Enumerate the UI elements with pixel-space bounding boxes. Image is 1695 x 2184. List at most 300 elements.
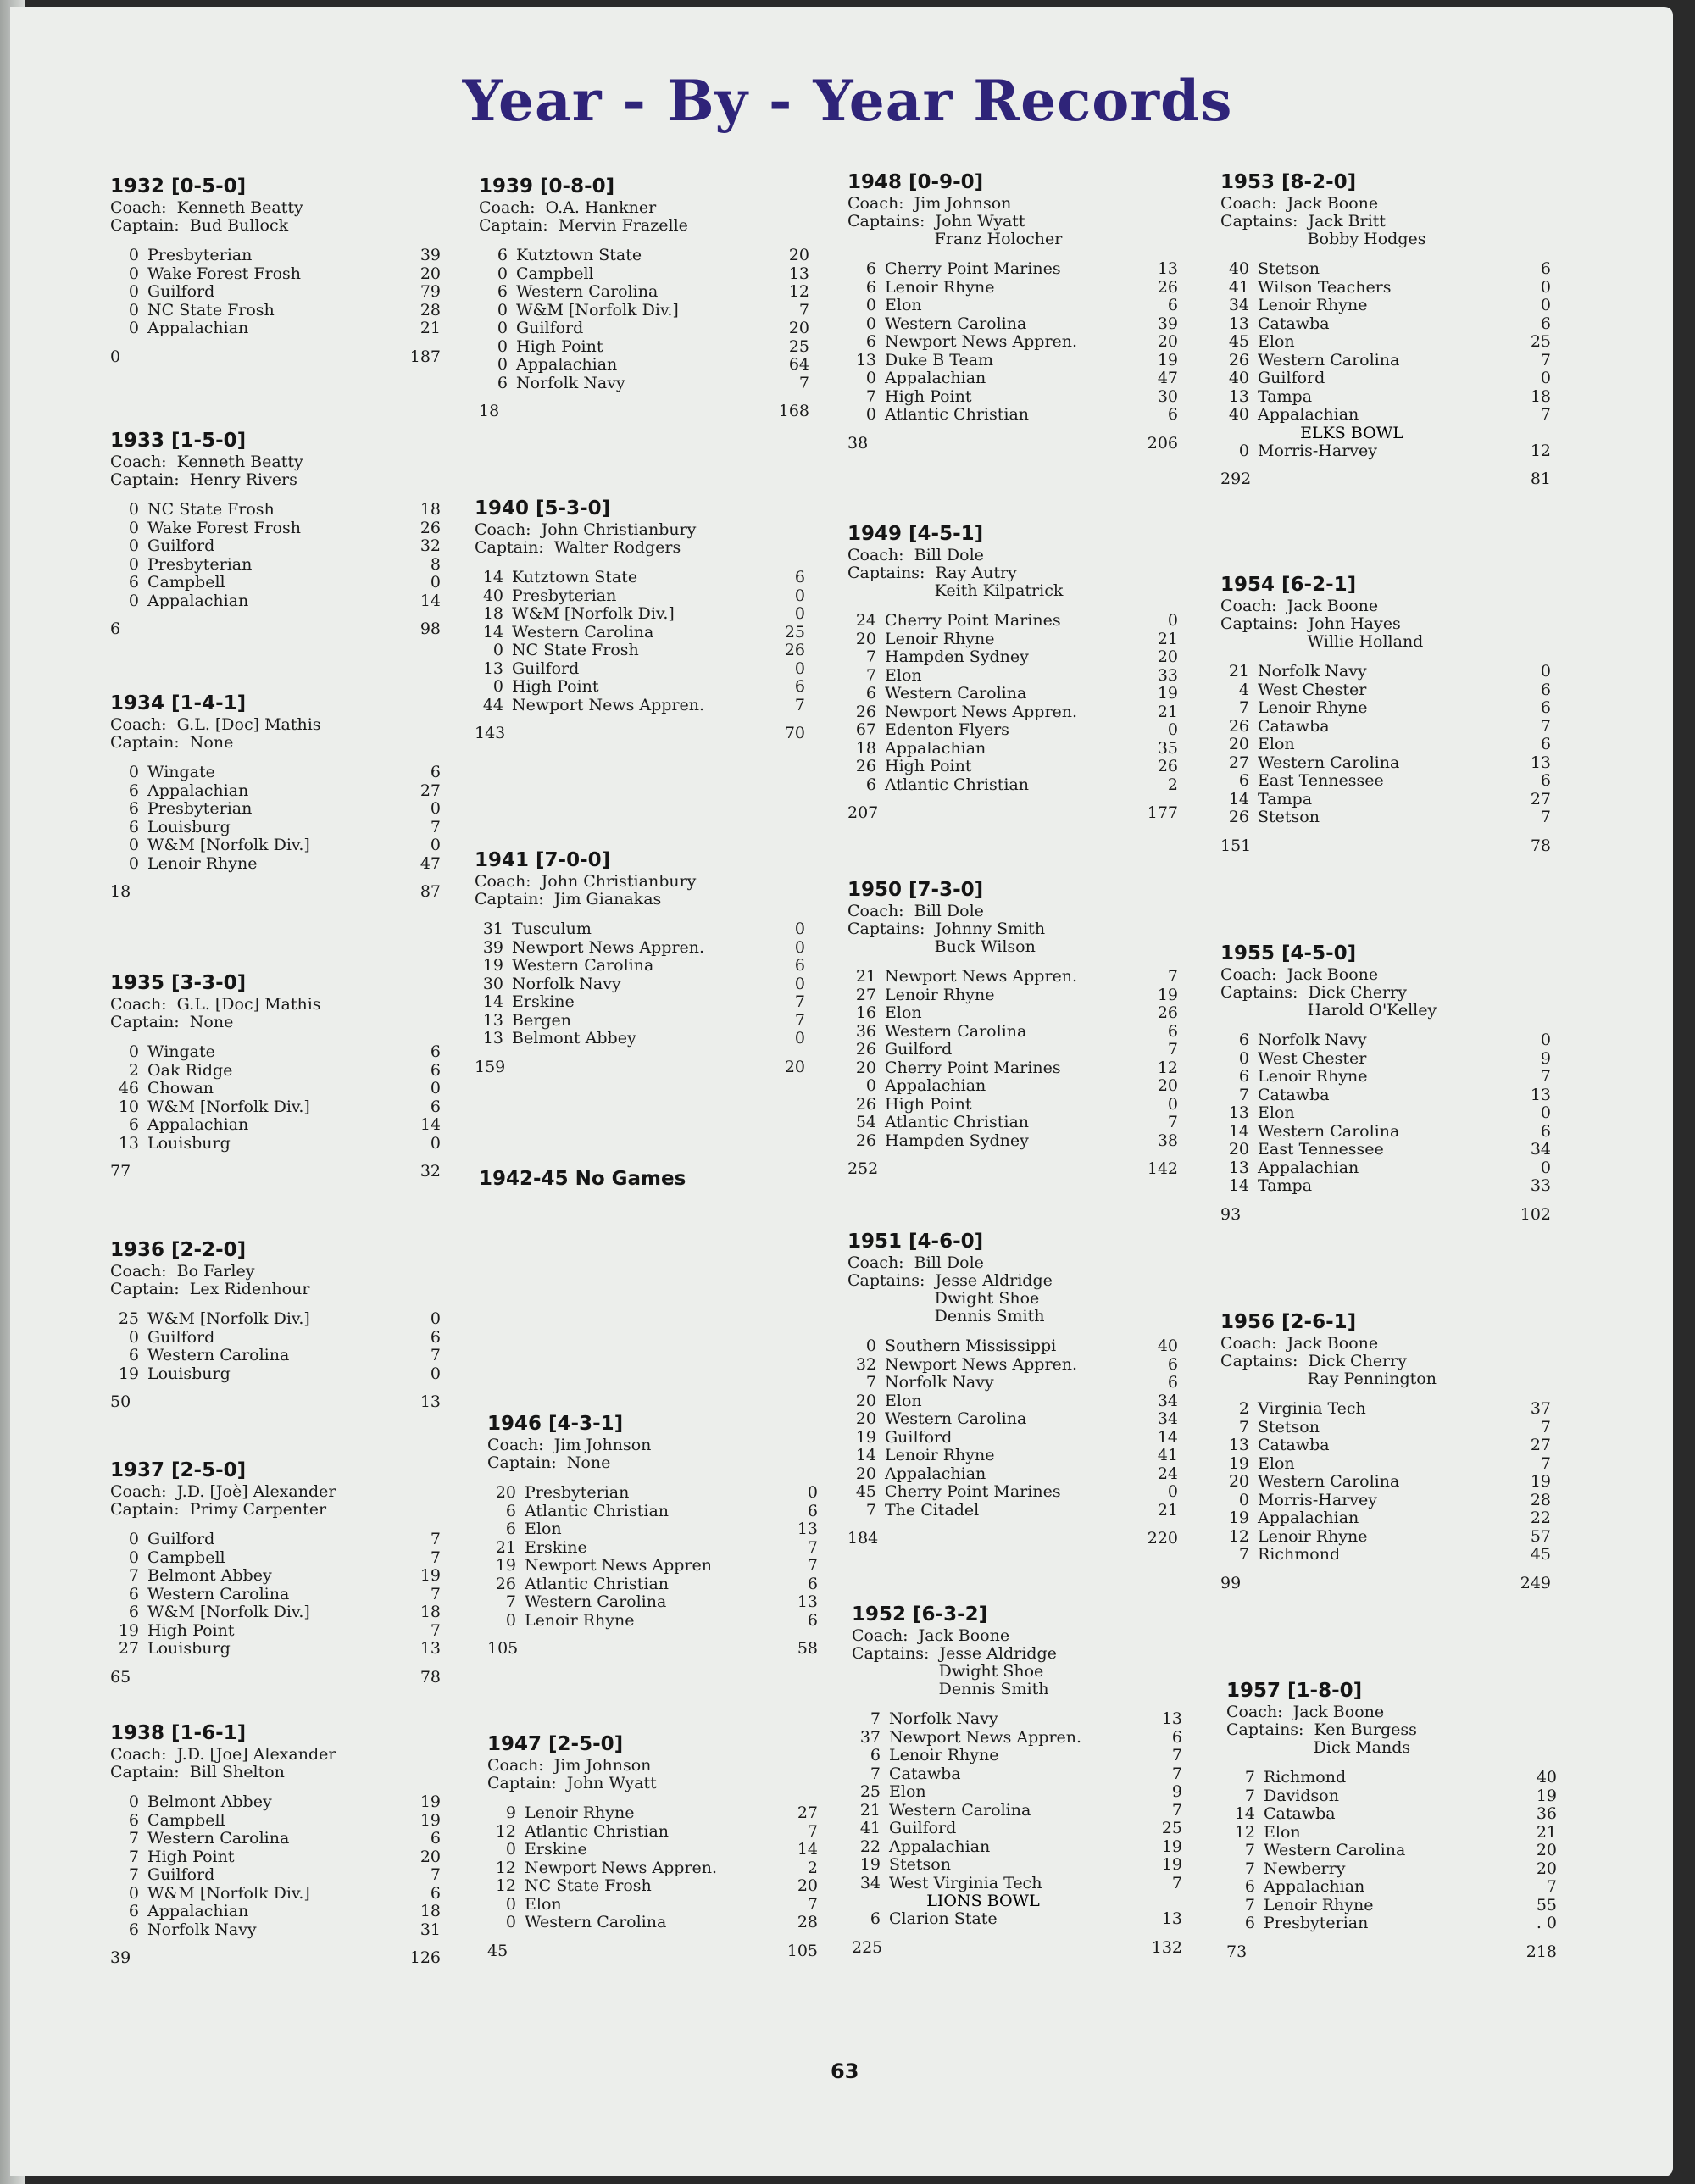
opponent-name: Wilson Teachers <box>1258 277 1392 297</box>
game-row <box>475 660 805 679</box>
opponent-name: W&M [Norfolk Div.] <box>147 1309 310 1328</box>
score-for: 12 <box>1228 1526 1249 1546</box>
game-row <box>110 1347 441 1365</box>
score-against: 7 <box>430 1530 441 1548</box>
opponent-name: Lenoir Rhyne <box>1258 1526 1368 1546</box>
game-row <box>110 1135 441 1153</box>
score-against: 6 <box>794 956 805 975</box>
game-list <box>1226 1769 1557 1933</box>
game-list <box>848 968 1178 1150</box>
score-for: 41 <box>859 1819 881 1837</box>
score-for: 6 <box>505 1520 516 1538</box>
game-row <box>110 265 441 284</box>
score-for: 13 <box>855 350 876 370</box>
opponent-name: Stetson <box>1258 259 1320 278</box>
game-row <box>110 1043 441 1062</box>
opponent-name: Catawba <box>1258 314 1330 333</box>
game-row <box>110 1062 441 1081</box>
game-row <box>852 1838 1182 1857</box>
captain-line: Captains: Dick Cherry Harold O'Kelley <box>1220 983 1437 1020</box>
score-against: 6 <box>807 1574 818 1593</box>
score-for: 13 <box>482 1029 503 1048</box>
score-against: 26 <box>784 641 805 659</box>
score-against: 7 <box>807 1556 818 1575</box>
game-row <box>848 1132 1178 1151</box>
score-against: 0 <box>1167 611 1178 630</box>
score-against: 2 <box>807 1858 818 1877</box>
season-block <box>479 174 809 421</box>
score-against: 14 <box>420 1115 441 1134</box>
score-for: 0 <box>497 300 508 320</box>
score-for: 19 <box>1228 1509 1249 1527</box>
season-block <box>110 1720 441 1968</box>
season-heading: 1956 [2-6-1] <box>1220 1311 1357 1333</box>
score-for: 10 <box>118 1097 139 1116</box>
opponent-name: Western Carolina <box>147 1829 290 1848</box>
opponent-name: Western Carolina <box>525 1592 667 1611</box>
score-for: 0 <box>497 355 508 374</box>
score-against: 0 <box>430 1364 441 1383</box>
score-against: 0 <box>1540 1158 1551 1177</box>
opponent-name: Hampden Sydney <box>885 1131 1029 1150</box>
total-points-for: 0 <box>110 347 121 366</box>
score-against: 0 <box>430 1133 441 1153</box>
game-row <box>848 1337 1178 1356</box>
score-for: 6 <box>1244 1914 1255 1932</box>
game-row <box>110 537 441 556</box>
score-against: 19 <box>1157 350 1178 370</box>
captain-line: Captain: Jim Gianakas <box>475 890 662 909</box>
total-points-for: 39 <box>110 1948 131 1967</box>
score-against: 20 <box>1157 1076 1178 1095</box>
game-list <box>848 260 1178 425</box>
total-points-against: 20 <box>784 1057 805 1076</box>
season-heading: 1936 [2-2-0] <box>110 1239 247 1261</box>
score-against: 36 <box>1536 1804 1557 1823</box>
opponent-name: Kutztown State <box>512 568 638 586</box>
score-for: 45 <box>1228 332 1249 351</box>
score-against: 9 <box>1540 1048 1551 1068</box>
opponent-name: Appalachian <box>885 1464 986 1483</box>
score-against: 6 <box>807 1501 818 1520</box>
captain-line: Captain: Walter Rodgers <box>475 538 681 557</box>
opponent-name: Davidson <box>1264 1786 1339 1805</box>
score-for: 20 <box>855 629 876 648</box>
opponent-name: Lenoir Rhyne <box>525 1610 635 1630</box>
game-row <box>848 1374 1178 1392</box>
opponent-name: High Point <box>516 336 603 356</box>
score-against: 18 <box>1530 386 1551 406</box>
score-for: 20 <box>1228 1472 1249 1491</box>
opponent-name: High Point <box>147 1620 235 1640</box>
game-row <box>852 1729 1182 1748</box>
score-against: 41 <box>1157 1446 1178 1464</box>
total-points-against: 206 <box>1147 433 1178 453</box>
opponent-name: Guilford <box>147 536 215 555</box>
score-for: 12 <box>495 1858 516 1877</box>
game-row <box>848 986 1178 1005</box>
season-heading: 1949 [4-5-1] <box>848 523 984 545</box>
score-against: 8 <box>430 554 441 574</box>
opponent-name: Tampa <box>1258 789 1313 809</box>
score-against: 19 <box>1161 1855 1182 1874</box>
opponent-name: Guilford <box>885 1427 953 1447</box>
total-points-against: 78 <box>1530 836 1551 855</box>
score-for: 0 <box>1238 1048 1249 1068</box>
season-block <box>1220 1309 1551 1593</box>
game-row <box>848 758 1178 776</box>
game-list <box>852 1710 1182 1929</box>
score-for: 7 <box>865 386 876 406</box>
score-for: 7 <box>1244 1768 1255 1787</box>
score-against: 7 <box>1540 716 1551 736</box>
score-for: 16 <box>855 1003 876 1022</box>
game-row <box>110 1793 441 1812</box>
game-row <box>848 388 1178 407</box>
game-row <box>487 1484 818 1503</box>
opponent-name: East Tennessee <box>1258 771 1384 790</box>
opponent-name: Western Carolina <box>1258 350 1400 370</box>
score-against: 27 <box>1530 789 1551 809</box>
score-against: 14 <box>420 591 441 610</box>
opponent-name: Kutztown State <box>516 246 642 264</box>
game-row <box>1220 1031 1551 1050</box>
opponent-name: Edenton Flyers <box>885 720 1009 739</box>
season-totals <box>110 881 441 902</box>
game-row <box>487 1593 818 1612</box>
score-against: 24 <box>1157 1464 1178 1483</box>
score-against: 39 <box>1157 314 1178 333</box>
score-for: 6 <box>128 1115 139 1134</box>
coach-line: Coach: John Christianbury <box>475 520 697 539</box>
game-row <box>487 1859 818 1878</box>
score-for: 6 <box>865 684 876 703</box>
coach-line: Coach: O.A. Hankner <box>479 198 657 217</box>
opponent-name: Appalachian <box>1258 1158 1359 1177</box>
season-totals <box>852 1937 1182 1958</box>
score-against: 13 <box>1161 1709 1182 1728</box>
score-against: 0 <box>807 1483 818 1502</box>
score-against: 19 <box>1157 684 1178 703</box>
score-against: 7 <box>430 1584 441 1603</box>
opponent-name: Western Carolina <box>885 1021 1027 1041</box>
score-against: 7 <box>430 1346 441 1364</box>
opponent-name: Catawba <box>1258 1085 1330 1104</box>
score-against: 32 <box>420 536 441 555</box>
opponent-name: Hampden Sydney <box>885 647 1029 666</box>
score-for: 7 <box>128 1847 139 1866</box>
game-row <box>848 1465 1178 1484</box>
game-row <box>110 1830 441 1848</box>
season-totals <box>1226 1942 1557 1962</box>
opponent-name: Lenoir Rhyne <box>885 985 995 1004</box>
captain-line: Captain: Lex Ridenhour <box>110 1280 310 1298</box>
score-against: 6 <box>1540 680 1551 699</box>
score-against: 19 <box>1530 1472 1551 1491</box>
score-for: 14 <box>855 1446 876 1464</box>
game-row <box>1220 1509 1551 1528</box>
opponent-name: Appalachian <box>1258 1509 1359 1527</box>
season-block <box>1220 572 1551 856</box>
opponent-name: Western Carolina <box>1258 753 1400 772</box>
score-against: 30 <box>1157 386 1178 406</box>
game-row <box>110 1885 441 1903</box>
game-row <box>848 370 1178 388</box>
opponent-name: The Citadel <box>885 1500 980 1520</box>
opponent-name: Western Carolina <box>512 956 654 975</box>
game-list <box>110 1793 441 1939</box>
game-row <box>852 1783 1182 1802</box>
score-for: 0 <box>128 246 139 264</box>
total-points-for: 184 <box>848 1529 879 1548</box>
captain-line: Captain: Mervin Frazelle <box>479 216 688 235</box>
season-totals <box>110 1392 441 1412</box>
score-for: 13 <box>118 1133 139 1153</box>
captain-line: Captains: Ken Burgess Dick Mands <box>1226 1720 1417 1757</box>
game-row <box>110 1921 441 1940</box>
opponent-name: W&M [Norfolk Div.] <box>147 1097 310 1116</box>
game-row <box>110 764 441 782</box>
opponent-name: NC State Frosh <box>147 500 275 519</box>
season-heading: 1953 [8-2-0] <box>1220 171 1357 193</box>
game-row <box>848 631 1178 649</box>
opponent-name: Lenoir Rhyne <box>885 629 995 648</box>
season-heading: 1932 [0-5-0] <box>110 175 247 197</box>
game-row <box>110 1531 441 1549</box>
opponent-name: Lenoir Rhyne <box>1264 1895 1374 1914</box>
opponent-name: Appalachian <box>885 369 986 387</box>
score-for: 24 <box>855 611 876 630</box>
score-against: 6 <box>430 763 441 781</box>
captain-line: Captain: None <box>487 1453 611 1472</box>
score-against: 7 <box>1540 405 1551 424</box>
score-for: 34 <box>1228 296 1249 314</box>
opponent-name: Elon <box>1264 1822 1301 1842</box>
total-points-against: 58 <box>797 1639 818 1658</box>
score-for: 0 <box>497 264 508 283</box>
page-number: 63 <box>831 2059 859 2083</box>
game-row <box>1220 754 1551 773</box>
total-points-for: 45 <box>487 1941 508 1960</box>
game-row <box>487 1612 818 1631</box>
game-row <box>475 939 805 958</box>
score-for: 6 <box>870 1909 881 1928</box>
game-row <box>110 501 441 520</box>
score-for: 39 <box>482 937 503 957</box>
opponent-name: Norfolk Navy <box>1258 662 1367 681</box>
score-for: 0 <box>497 319 508 337</box>
captain-line: Captain: John Wyatt <box>487 1774 657 1792</box>
score-for: 0 <box>128 853 139 873</box>
score-for: 7 <box>1244 1859 1255 1878</box>
score-against: 22 <box>1530 1509 1551 1527</box>
score-against: 20 <box>420 264 441 283</box>
season-totals <box>487 1638 818 1659</box>
game-row <box>848 1429 1178 1448</box>
game-row <box>487 1914 818 1932</box>
total-points-against: 102 <box>1520 1204 1551 1224</box>
game-row <box>475 697 805 715</box>
opponent-name: Wake Forest Frosh <box>147 518 302 537</box>
score-for: 54 <box>855 1113 876 1131</box>
score-for: 26 <box>1228 350 1249 370</box>
score-for: 21 <box>1228 662 1249 681</box>
score-for: 6 <box>128 781 139 800</box>
game-row <box>1220 406 1551 425</box>
score-against: 27 <box>1530 1436 1551 1454</box>
game-row <box>1220 1473 1551 1492</box>
score-against: 19 <box>1161 1837 1182 1856</box>
opponent-name: Virginia Tech <box>1258 1399 1366 1418</box>
opponent-name: Western Carolina <box>516 282 659 301</box>
score-against: 25 <box>784 622 805 642</box>
score-against: 40 <box>1157 1337 1178 1355</box>
opponent-name: Morris-Harvey <box>1258 1490 1377 1509</box>
score-for: 21 <box>859 1800 881 1820</box>
opponent-name: Newport News Appren. <box>889 1727 1082 1747</box>
score-for: 18 <box>482 604 503 623</box>
game-list <box>110 1310 441 1383</box>
score-against: 34 <box>1157 1391 1178 1410</box>
season-heading: 1933 [1-5-0] <box>110 430 247 452</box>
opponent-name: Newport News Appren. <box>512 695 705 714</box>
bowl-label: ELKS BOWL <box>1300 423 1403 442</box>
captain-line: Captain: Bud Bullock <box>110 216 289 235</box>
opponent-name: Wake Forest Frosh <box>147 264 302 283</box>
score-for: 32 <box>855 1354 876 1374</box>
score-against: 7 <box>1540 808 1551 826</box>
score-against: 0 <box>794 659 805 678</box>
score-for: 6 <box>865 277 876 297</box>
opponent-name: Guilford <box>147 1530 215 1548</box>
season-heading: 1937 [2-5-0] <box>110 1459 247 1481</box>
total-points-for: 207 <box>848 803 879 822</box>
opponent-name: Newport News Appren. <box>512 937 705 957</box>
score-against: 26 <box>1157 277 1178 297</box>
game-row <box>848 1483 1178 1502</box>
score-against: 47 <box>420 853 441 873</box>
game-list <box>475 569 805 714</box>
opponent-name: Atlantic Christian <box>885 775 1030 794</box>
game-row <box>1220 279 1551 297</box>
game-row <box>1220 663 1551 681</box>
opponent-name: Guilford <box>516 319 584 337</box>
game-row <box>110 1586 441 1604</box>
total-points-for: 77 <box>110 1162 131 1181</box>
score-for: 6 <box>497 246 508 264</box>
score-for: 19 <box>855 1427 876 1447</box>
total-points-against: 98 <box>420 620 441 638</box>
score-against: 7 <box>1171 1873 1182 1892</box>
game-row <box>479 356 809 375</box>
season-block <box>110 1237 441 1412</box>
game-row <box>1226 1897 1557 1915</box>
score-against: 25 <box>1530 332 1551 351</box>
opponent-name: Elon <box>525 1894 562 1914</box>
score-against: 64 <box>788 355 809 374</box>
score-for: 45 <box>855 1482 876 1501</box>
game-row <box>1220 699 1551 718</box>
game-row <box>1226 1787 1557 1806</box>
opponent-name: Elon <box>885 665 922 685</box>
opponent-name: Clarion State <box>889 1909 998 1928</box>
score-for: 20 <box>495 1483 516 1502</box>
opponent-name: Atlantic Christian <box>525 1501 670 1520</box>
season-block <box>110 428 441 639</box>
opponent-name: Atlantic Christian <box>525 1574 670 1593</box>
opponent-name: NC State Frosh <box>147 300 275 320</box>
opponent-name: Appalachian <box>516 355 618 374</box>
game-row <box>110 320 441 338</box>
opponent-name: Norfolk Navy <box>889 1709 998 1728</box>
opponent-name: Tusculum <box>512 920 592 938</box>
opponent-name: Guilford <box>885 1040 953 1059</box>
score-against: 19 <box>420 1792 441 1811</box>
bowl-label: LIONS BOWL <box>926 1892 1040 1910</box>
opponent-name: Elon <box>1258 1453 1295 1473</box>
game-row <box>848 1114 1178 1132</box>
game-row <box>475 678 805 697</box>
game-row <box>848 333 1178 352</box>
opponent-name: Lenoir Rhyne <box>525 1803 635 1822</box>
season-heading: 1957 [1-8-0] <box>1226 1680 1363 1702</box>
score-for: 9 <box>505 1803 516 1822</box>
score-against: 12 <box>1157 1058 1178 1077</box>
coach-line: Coach: J.D. [Joè] Alexander <box>110 1482 336 1501</box>
score-for: 26 <box>855 1040 876 1059</box>
score-for: 6 <box>1238 1067 1249 1086</box>
opponent-name: W&M [Norfolk Div.] <box>147 836 310 854</box>
opponent-name: High Point <box>147 1847 235 1866</box>
game-row <box>1220 315 1551 334</box>
season-block <box>848 877 1178 1179</box>
score-for: 0 <box>865 1337 876 1355</box>
opponent-name: West Virginia Tech <box>889 1873 1042 1892</box>
score-against: 28 <box>797 1913 818 1931</box>
season-heading: 1951 [4-6-0] <box>848 1231 984 1253</box>
opponent-name: Atlantic Christian <box>885 405 1030 424</box>
game-row <box>848 968 1178 986</box>
score-for: 0 <box>128 554 139 574</box>
score-against: 6 <box>1540 314 1551 333</box>
game-list <box>479 247 809 392</box>
opponent-name: High Point <box>512 677 599 696</box>
season-block <box>110 1458 441 1687</box>
game-list <box>110 764 441 873</box>
score-for: 20 <box>855 1409 876 1428</box>
opponent-name: Atlantic Christian <box>525 1821 670 1841</box>
score-for: 14 <box>1234 1804 1255 1823</box>
opponent-name: Belmont Abbey <box>147 1566 272 1585</box>
season-totals <box>487 1941 818 1961</box>
score-for: 26 <box>1228 808 1249 826</box>
season-totals <box>110 347 441 367</box>
game-row <box>848 740 1178 759</box>
score-against: 21 <box>420 319 441 337</box>
game-row <box>1220 1104 1551 1123</box>
score-against: . 0 <box>1536 1914 1557 1932</box>
game-row <box>110 1622 441 1641</box>
score-against: 6 <box>807 1610 818 1630</box>
season-block <box>848 521 1178 823</box>
season-block <box>110 174 441 367</box>
score-for: 40 <box>1228 405 1249 424</box>
score-for: 7 <box>1244 1841 1255 1859</box>
season-totals <box>110 1667 441 1687</box>
game-row <box>852 1856 1182 1875</box>
score-against: 0 <box>1540 277 1551 297</box>
total-points-against: 126 <box>409 1948 441 1967</box>
